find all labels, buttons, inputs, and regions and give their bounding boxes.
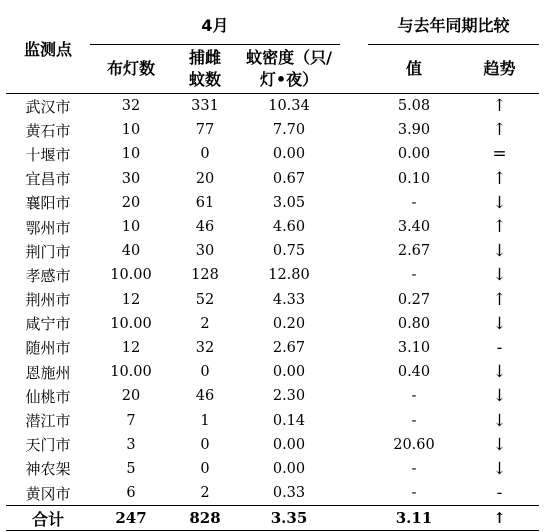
density-cell: 10.34 (268, 98, 310, 115)
gap-cell (340, 433, 368, 457)
table-row (6, 336, 539, 360)
table-row (6, 312, 539, 336)
density-cell: 0.67 (272, 170, 306, 187)
value-cell: 0.27 (397, 291, 431, 308)
gap-cell (340, 263, 368, 287)
site-cell: 潜江市 (25, 412, 71, 431)
trend-cell: - (496, 483, 503, 504)
value-cell: 3.90 (397, 122, 431, 139)
table-row (6, 215, 539, 239)
value-cell: 3.10 (397, 339, 431, 356)
table-row (6, 481, 539, 506)
caught-cell: 30 (195, 243, 215, 260)
header-trend: 趋势 (460, 45, 539, 94)
lamps-cell: 3 (126, 436, 136, 453)
value-cell: 20.60 (393, 436, 435, 453)
site-cell: 荆门市 (25, 242, 71, 261)
total-trend: ↑ (460, 506, 539, 531)
table-row (6, 118, 539, 142)
total-lamps: 247 (90, 506, 172, 531)
gap-cell (340, 142, 368, 166)
trend-cell: ↓ (492, 241, 507, 262)
caught-cell: 2 (200, 485, 210, 502)
trend-cell: ↓ (492, 192, 507, 213)
trend-cell: ↓ (492, 265, 507, 286)
caught-cell: 0 (200, 436, 210, 453)
site-cell: 襄阳市 (25, 194, 71, 213)
table-row (6, 239, 539, 263)
caught-cell: 77 (195, 122, 215, 139)
site-cell: 荆州市 (25, 291, 71, 310)
density-cell: 0.14 (272, 412, 306, 429)
value-cell: 2.67 (397, 243, 431, 260)
gap-cell (340, 457, 368, 481)
lamps-cell: 10.00 (110, 267, 152, 284)
gap-cell (340, 167, 368, 191)
trend-cell: ↓ (492, 434, 507, 455)
density-cell: 12.80 (268, 267, 310, 284)
table-row (6, 360, 539, 384)
density-cell: 7.70 (272, 122, 306, 139)
trend-cell: ↑ (492, 96, 507, 117)
table-row (6, 94, 539, 119)
header-site: 监测点 (6, 4, 90, 94)
trend-cell: ↓ (492, 410, 507, 431)
site-cell: 随州市 (25, 339, 71, 358)
site-cell: 鄂州市 (25, 218, 71, 237)
caught-cell: 1 (200, 412, 210, 429)
caught-cell: 2 (200, 315, 210, 332)
table-row (6, 288, 539, 312)
site-cell: 天门市 (25, 436, 71, 455)
trend-cell: ↓ (492, 386, 507, 407)
table-row (6, 457, 539, 481)
site-cell: 黄冈市 (25, 484, 71, 503)
caught-cell: 0 (200, 364, 210, 381)
caught-cell: 128 (191, 267, 219, 284)
site-cell: 黄石市 (25, 121, 71, 140)
site-cell: 咸宁市 (25, 315, 71, 334)
header-lamps: 布灯数 (90, 45, 172, 94)
density-cell: 0.00 (272, 364, 306, 381)
gap-cell (340, 384, 368, 408)
lamps-cell: 10 (121, 219, 141, 236)
trend-cell: ↓ (492, 313, 507, 334)
trend-cell: = (492, 144, 507, 165)
gap-cell (340, 94, 368, 119)
lamps-cell: 10.00 (110, 315, 152, 332)
density-cell: 0.75 (272, 243, 306, 260)
gap-cell (340, 288, 368, 312)
header-caught: 捕雌蚊数 (172, 45, 238, 94)
site-cell: 十堰市 (25, 145, 71, 164)
trend-cell: - (496, 337, 503, 358)
caught-cell: 331 (191, 98, 219, 115)
density-cell: 4.33 (272, 291, 306, 308)
total-density: 3.35 (238, 506, 340, 531)
lamps-cell: 7 (126, 412, 136, 429)
site-cell: 孝感市 (25, 266, 71, 285)
density-cell: 0.33 (272, 485, 306, 502)
caught-cell: 0 (200, 460, 210, 477)
lamps-cell: 32 (121, 98, 141, 115)
trend-cell: ↑ (492, 217, 507, 238)
lamps-cell: 10.00 (110, 364, 152, 381)
lamps-cell: 5 (126, 460, 136, 477)
header-compare-group: 与去年同期比较 (368, 4, 539, 45)
value-cell: - (411, 485, 417, 502)
value-cell: 0.10 (397, 170, 431, 187)
total-value: 3.11 (368, 506, 460, 531)
caught-cell: 52 (195, 291, 215, 308)
value-cell: - (411, 194, 417, 211)
density-cell: 0.00 (272, 146, 306, 163)
table-row (6, 384, 539, 408)
lamps-cell: 20 (121, 194, 141, 211)
gap-cell (340, 336, 368, 360)
density-cell: 2.30 (272, 388, 306, 405)
value-cell: 5.08 (397, 98, 431, 115)
table-row (6, 167, 539, 191)
caught-cell: 46 (195, 388, 215, 405)
mosquito-monitoring-table (6, 4, 539, 531)
table-row (6, 263, 539, 287)
caught-cell: 32 (195, 339, 215, 356)
gap-cell (340, 312, 368, 336)
gap-cell (340, 360, 368, 384)
table-row (6, 433, 539, 457)
value-cell: 0.00 (397, 146, 431, 163)
caught-cell: 0 (200, 146, 210, 163)
value-cell: - (411, 267, 417, 284)
density-cell: 2.67 (272, 339, 306, 356)
trend-cell: ↑ (492, 289, 507, 310)
lamps-cell: 10 (121, 122, 141, 139)
header-value: 值 (368, 45, 460, 94)
caught-cell: 61 (195, 194, 215, 211)
site-cell: 恩施州 (25, 363, 71, 382)
gap-cell (340, 191, 368, 215)
header-density: 蚊密度（只/灯•夜） (238, 45, 340, 94)
gap-cell (340, 481, 368, 506)
table-row (6, 408, 539, 432)
lamps-cell: 6 (126, 485, 136, 502)
gap-cell (340, 215, 368, 239)
site-cell: 仙桃市 (25, 387, 71, 406)
value-cell: - (411, 460, 417, 477)
value-cell: 0.80 (397, 315, 431, 332)
trend-cell: ↓ (492, 362, 507, 383)
total-row (6, 506, 539, 531)
value-cell: 3.40 (397, 219, 431, 236)
value-cell: 0.40 (397, 364, 431, 381)
value-cell: - (411, 388, 417, 405)
gap-cell (340, 118, 368, 142)
lamps-cell: 10 (121, 146, 141, 163)
gap-cell (340, 239, 368, 263)
caught-cell: 46 (195, 219, 215, 236)
caught-cell: 20 (195, 170, 215, 187)
table-row (6, 142, 539, 166)
trend-cell: ↑ (492, 168, 507, 189)
lamps-cell: 30 (121, 170, 141, 187)
total-caught: 828 (172, 506, 238, 531)
density-cell: 3.05 (272, 194, 306, 211)
lamps-cell: 40 (121, 243, 141, 260)
lamps-cell: 12 (121, 291, 141, 308)
trend-cell: ↓ (492, 458, 507, 479)
gap-cell (340, 408, 368, 432)
value-cell: - (411, 412, 417, 429)
density-cell: 4.60 (272, 219, 306, 236)
site-cell: 神农架 (25, 460, 71, 479)
site-cell: 宜昌市 (25, 170, 71, 189)
header-april-group: 4月 (90, 4, 340, 45)
trend-cell: ↑ (492, 120, 507, 141)
table-row (6, 191, 539, 215)
density-cell: 0.00 (272, 436, 306, 453)
lamps-cell: 20 (121, 388, 141, 405)
density-cell: 0.00 (272, 460, 306, 477)
total-site: 合计 (6, 506, 90, 531)
density-cell: 0.20 (272, 315, 306, 332)
site-cell: 武汉市 (25, 97, 71, 116)
lamps-cell: 12 (121, 339, 141, 356)
